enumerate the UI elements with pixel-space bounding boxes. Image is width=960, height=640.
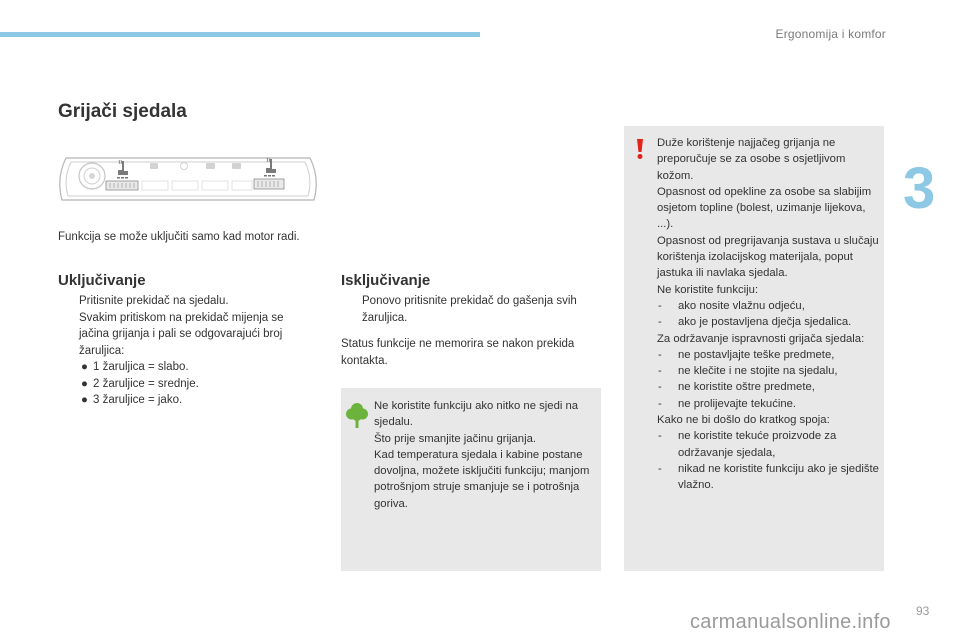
heading-switch-off: Isključivanje (341, 272, 431, 289)
dot-icon: ● (81, 394, 88, 406)
list-item: - ako nosite vlažnu odjeću, (658, 299, 805, 312)
dashboard-panel-icon (54, 148, 322, 208)
section-name: Ergonomija i komfor (775, 27, 886, 41)
warning-text: Duže korištenje najjačeg grijanja ne preporučuje se za osobe s osjetljivom kožom. Opasnost od opekline za osobe sa slabijim osjetom topline (bolest, uzimanje lijekova, ...). Opasnost od pregrijavanja sustava u slučaju korištenja izolacijskog materijala, poput jastuka ili navlaka sjedala. Ne koristite funkciju: - ako nosite vlažnu odjeću, - ako je postavljena dječja sjedalica. Za održavanje ispravnosti grijača sjedala: - ne postavljajte teške predmete, - ne klečite i ne stojite na sjedalu, - ne koristite oštre predmete, - ne prolijevajte tekućine. Kako ne bi došlo do kratkog spoja: - ne koristite tekuće proizvode za održavanje sjedala, - nikad ne koristite funkciju ako je sjedište vlažno. (657, 135, 882, 494)
intro-text: Funkcija se može uključiti samo kad motor radi. (58, 231, 300, 243)
list-item: - ne koristite oštre predmete, (658, 381, 815, 394)
list-item: Svakim pritiskom na prekidač mijenja se jačina grijanja i pali se odgovarajući broj žaruljica: ● 1 žaruljica = slabo. ● 2 žaruljice = srednje. ● 3 žaruljice = jako. (58, 310, 313, 409)
warning-box (624, 126, 884, 571)
exclamation-icon (632, 138, 648, 160)
header-accent-bar (0, 32, 480, 37)
seat-heater-left-icon (117, 160, 128, 179)
page-title: Grijači sjedala (58, 101, 187, 122)
heading-switch-on: Uključivanje (58, 272, 146, 289)
chapter-number: 3 (903, 156, 936, 221)
page-number: 93 (916, 604, 930, 618)
list-item: - ne prolijevajte tekućine. (658, 397, 797, 410)
list-item: ● 3 žaruljice = jako. (79, 392, 313, 409)
status-text: Status funkcije ne memorira se nakon prekida kontakta. (341, 338, 575, 367)
switch-off-list (341, 293, 603, 326)
list-item: Ponovo pritisnite prekidač do gašenja svih žaruljica. (362, 295, 577, 324)
watermark[interactable]: carmanualsonline.info (690, 611, 891, 633)
seat-heater-panel-illustration (54, 148, 322, 208)
dot-icon: ● (81, 361, 88, 373)
list-item: ● 1 žaruljica = slabo. (79, 359, 313, 376)
heat-levels-list (79, 359, 313, 409)
list-item: ● 2 žaruljice = srednje. (79, 376, 313, 393)
list-item: - ne koristite tekuće proizvode za održavanje sjedala, (658, 430, 837, 459)
list-item: - nikad ne koristite funkciju ako je sjedište vlažno. (658, 462, 879, 492)
seat-heater-right-icon (264, 158, 276, 177)
switch-on-list (58, 293, 313, 409)
eco-tip-box (341, 388, 601, 571)
tree-icon (345, 401, 369, 429)
list-item: - ako je postavljena dječja sjedalica. (658, 316, 852, 329)
list-item: - ne postavljajte teške predmete, (658, 348, 835, 361)
list-item: - ne klečite i ne stojite na sjedalu, (658, 365, 838, 378)
eco-tip-text: Ne koristite funkciju ako nitko ne sjedi na sjedalu. Što prije smanjite jačinu grijanja. Kad temperatura sjedala i kabine postane dovoljna, možete isključiti funkciju; manjom potrošnjom struje smanjuje se i potrošnja goriva. (374, 400, 590, 510)
dot-icon: ● (81, 377, 88, 390)
list-item: Pritisnite prekidač na sjedalu. (79, 295, 229, 307)
